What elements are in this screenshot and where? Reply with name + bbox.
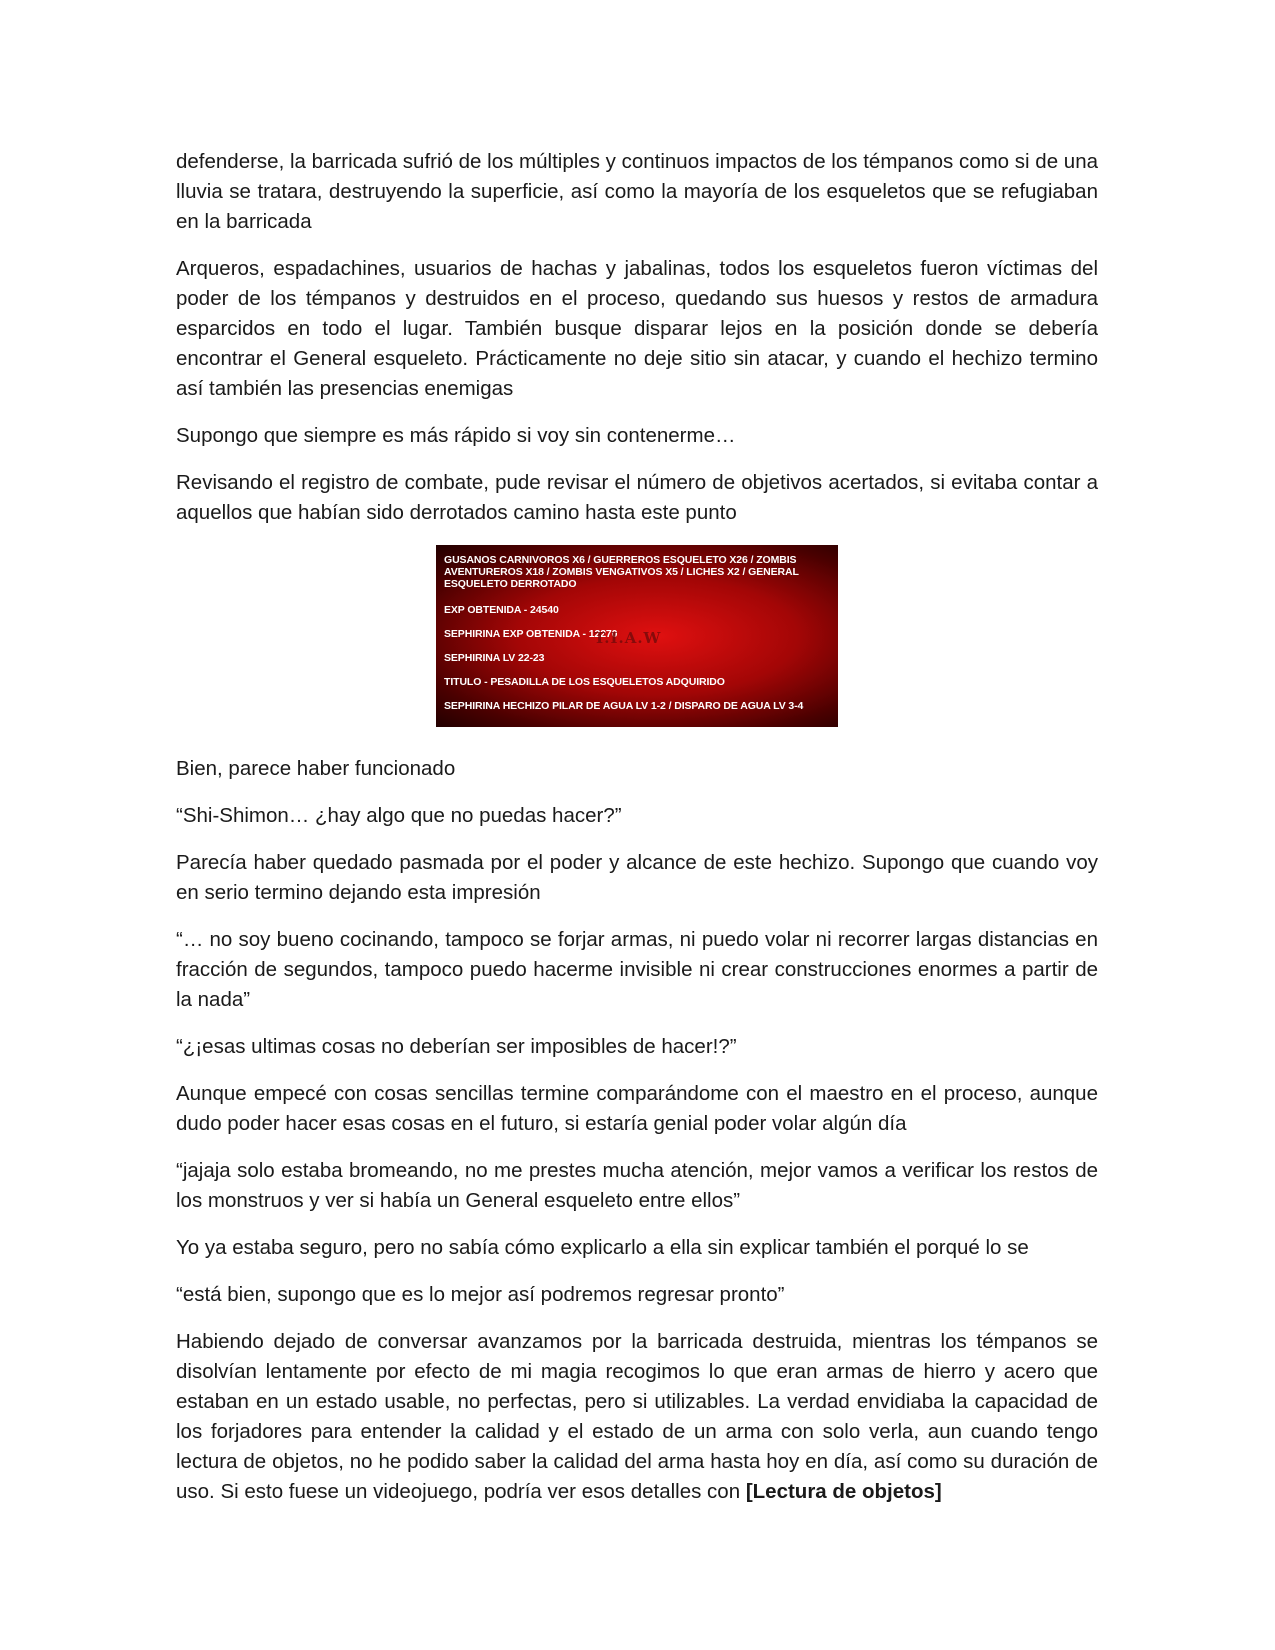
paragraph: Yo ya estaba seguro, pero no sabía cómo explicarlo a ella sin explicar también el porqué lo se (176, 1236, 1029, 1259)
watermark: T.I.A.W (594, 629, 662, 647)
panel-sephirina-exp-line: SEPHIRINA EXP OBTENIDA - 12270 (444, 628, 618, 640)
panel-spell-line: SEPHIRINA HECHIZO PILAR DE AGUA LV 1-2 / DISPARO DE AGUA LV 3-4 (444, 700, 804, 712)
panel-exp-line: EXP OBTENIDA - 24540 (444, 604, 559, 616)
dialogue-paragraph: “jajaja solo estaba bromeando, no me prestes mucha atención, mejor vamos a verificar los restos de los monstruos y ver si había un General esqueleto entre ellos” (176, 1159, 1098, 1212)
paragraph: Bien, parece haber funcionado (176, 757, 456, 780)
panel-title-line: TITULO - PESADILLA DE LOS ESQUELETOS ADQUIRIDO (444, 676, 725, 688)
panel-kills-line: GUSANOS CARNIVOROS X6 / GUERREROS ESQUELETO X26 / ZOMBIS AVENTUREROS X18 / ZOMBIS VENGATIVOS X5 / LICHES X2 / GENERAL ESQUELETO DERROTADO (444, 554, 799, 590)
document-page (176, 147, 1098, 1524)
paragraph: defenderse, la barricada sufrió de los múltiples y continuos impactos de los témpanos como si de una lluvia se tratara, destruyendo la superficie, así como la mayoría de los esqueletos que se refugiaban en la barricada (176, 150, 1098, 233)
dialogue-paragraph: “… no soy bueno cocinando, tampoco se forjar armas, ni puedo volar ni recorrer largas distancias en fracción de segundos, tampoco puedo hacerme invisible ni crear construcciones enormes a partir de la nada” (176, 928, 1098, 1011)
game-status-panel (436, 545, 838, 727)
final-paragraph-text: Habiendo dejado de conversar avanzamos por la barricada destruida, mientras los témpanos se disolvían lentamente por efecto de mi magia recogimos lo que eran armas de hierro y acero que estaban en un estado usable, no perfectas, pero si utilizables. La verdad envidiaba la capacidad de los forjadores para entender la calidad y el estado de un arma con solo verla, aun cuando tengo lectura de objetos, no he podido saber la calidad del arma hasta hoy en día, así como su duración de uso. Si esto fuese un videojuego, podría ver esos detalles con (176, 1330, 1098, 1503)
paragraph: Arqueros, espadachines, usuarios de hachas y jabalinas, todos los esqueletos fueron víctimas del poder de los témpanos y destruidos en el proceso, quedando sus huesos y restos de armadura esparcidos en todo el lugar. También busque disparar lejos en la posición donde se debería encontrar el General esqueleto. Prácticamente no deje sitio sin atacar, y cuando el hechizo termino así también las presencias enemigas (176, 257, 1098, 400)
dialogue-paragraph: “¿¡esas ultimas cosas no deberían ser imposibles de hacer!?” (176, 1035, 737, 1058)
paragraph: Revisando el registro de combate, pude revisar el número de objetivos acertados, si evitaba contar a aquellos que habían sido derrotados camino hasta este punto (176, 471, 1098, 524)
final-paragraph (176, 1327, 1098, 1507)
bold-skill-name: [Lectura de objetos] (745, 1480, 942, 1503)
dialogue-paragraph: “Shi-Shimon… ¿hay algo que no puedas hacer?” (176, 804, 622, 827)
panel-sephirina-level-line: SEPHIRINA LV 22-23 (444, 652, 545, 664)
paragraph: Parecía haber quedado pasmada por el poder y alcance de este hechizo. Supongo que cuando voy en serio termino dejando esta impresión (176, 851, 1098, 904)
paragraph: Supongo que siempre es más rápido si voy sin contenerme… (176, 424, 736, 447)
paragraph: Aunque empecé con cosas sencillas termine comparándome con el maestro en el proceso, aunque dudo poder hacer esas cosas en el futuro, si estaría genial poder volar algún día (176, 1082, 1098, 1135)
dialogue-paragraph: “está bien, supongo que es lo mejor así podremos regresar pronto” (176, 1283, 785, 1306)
